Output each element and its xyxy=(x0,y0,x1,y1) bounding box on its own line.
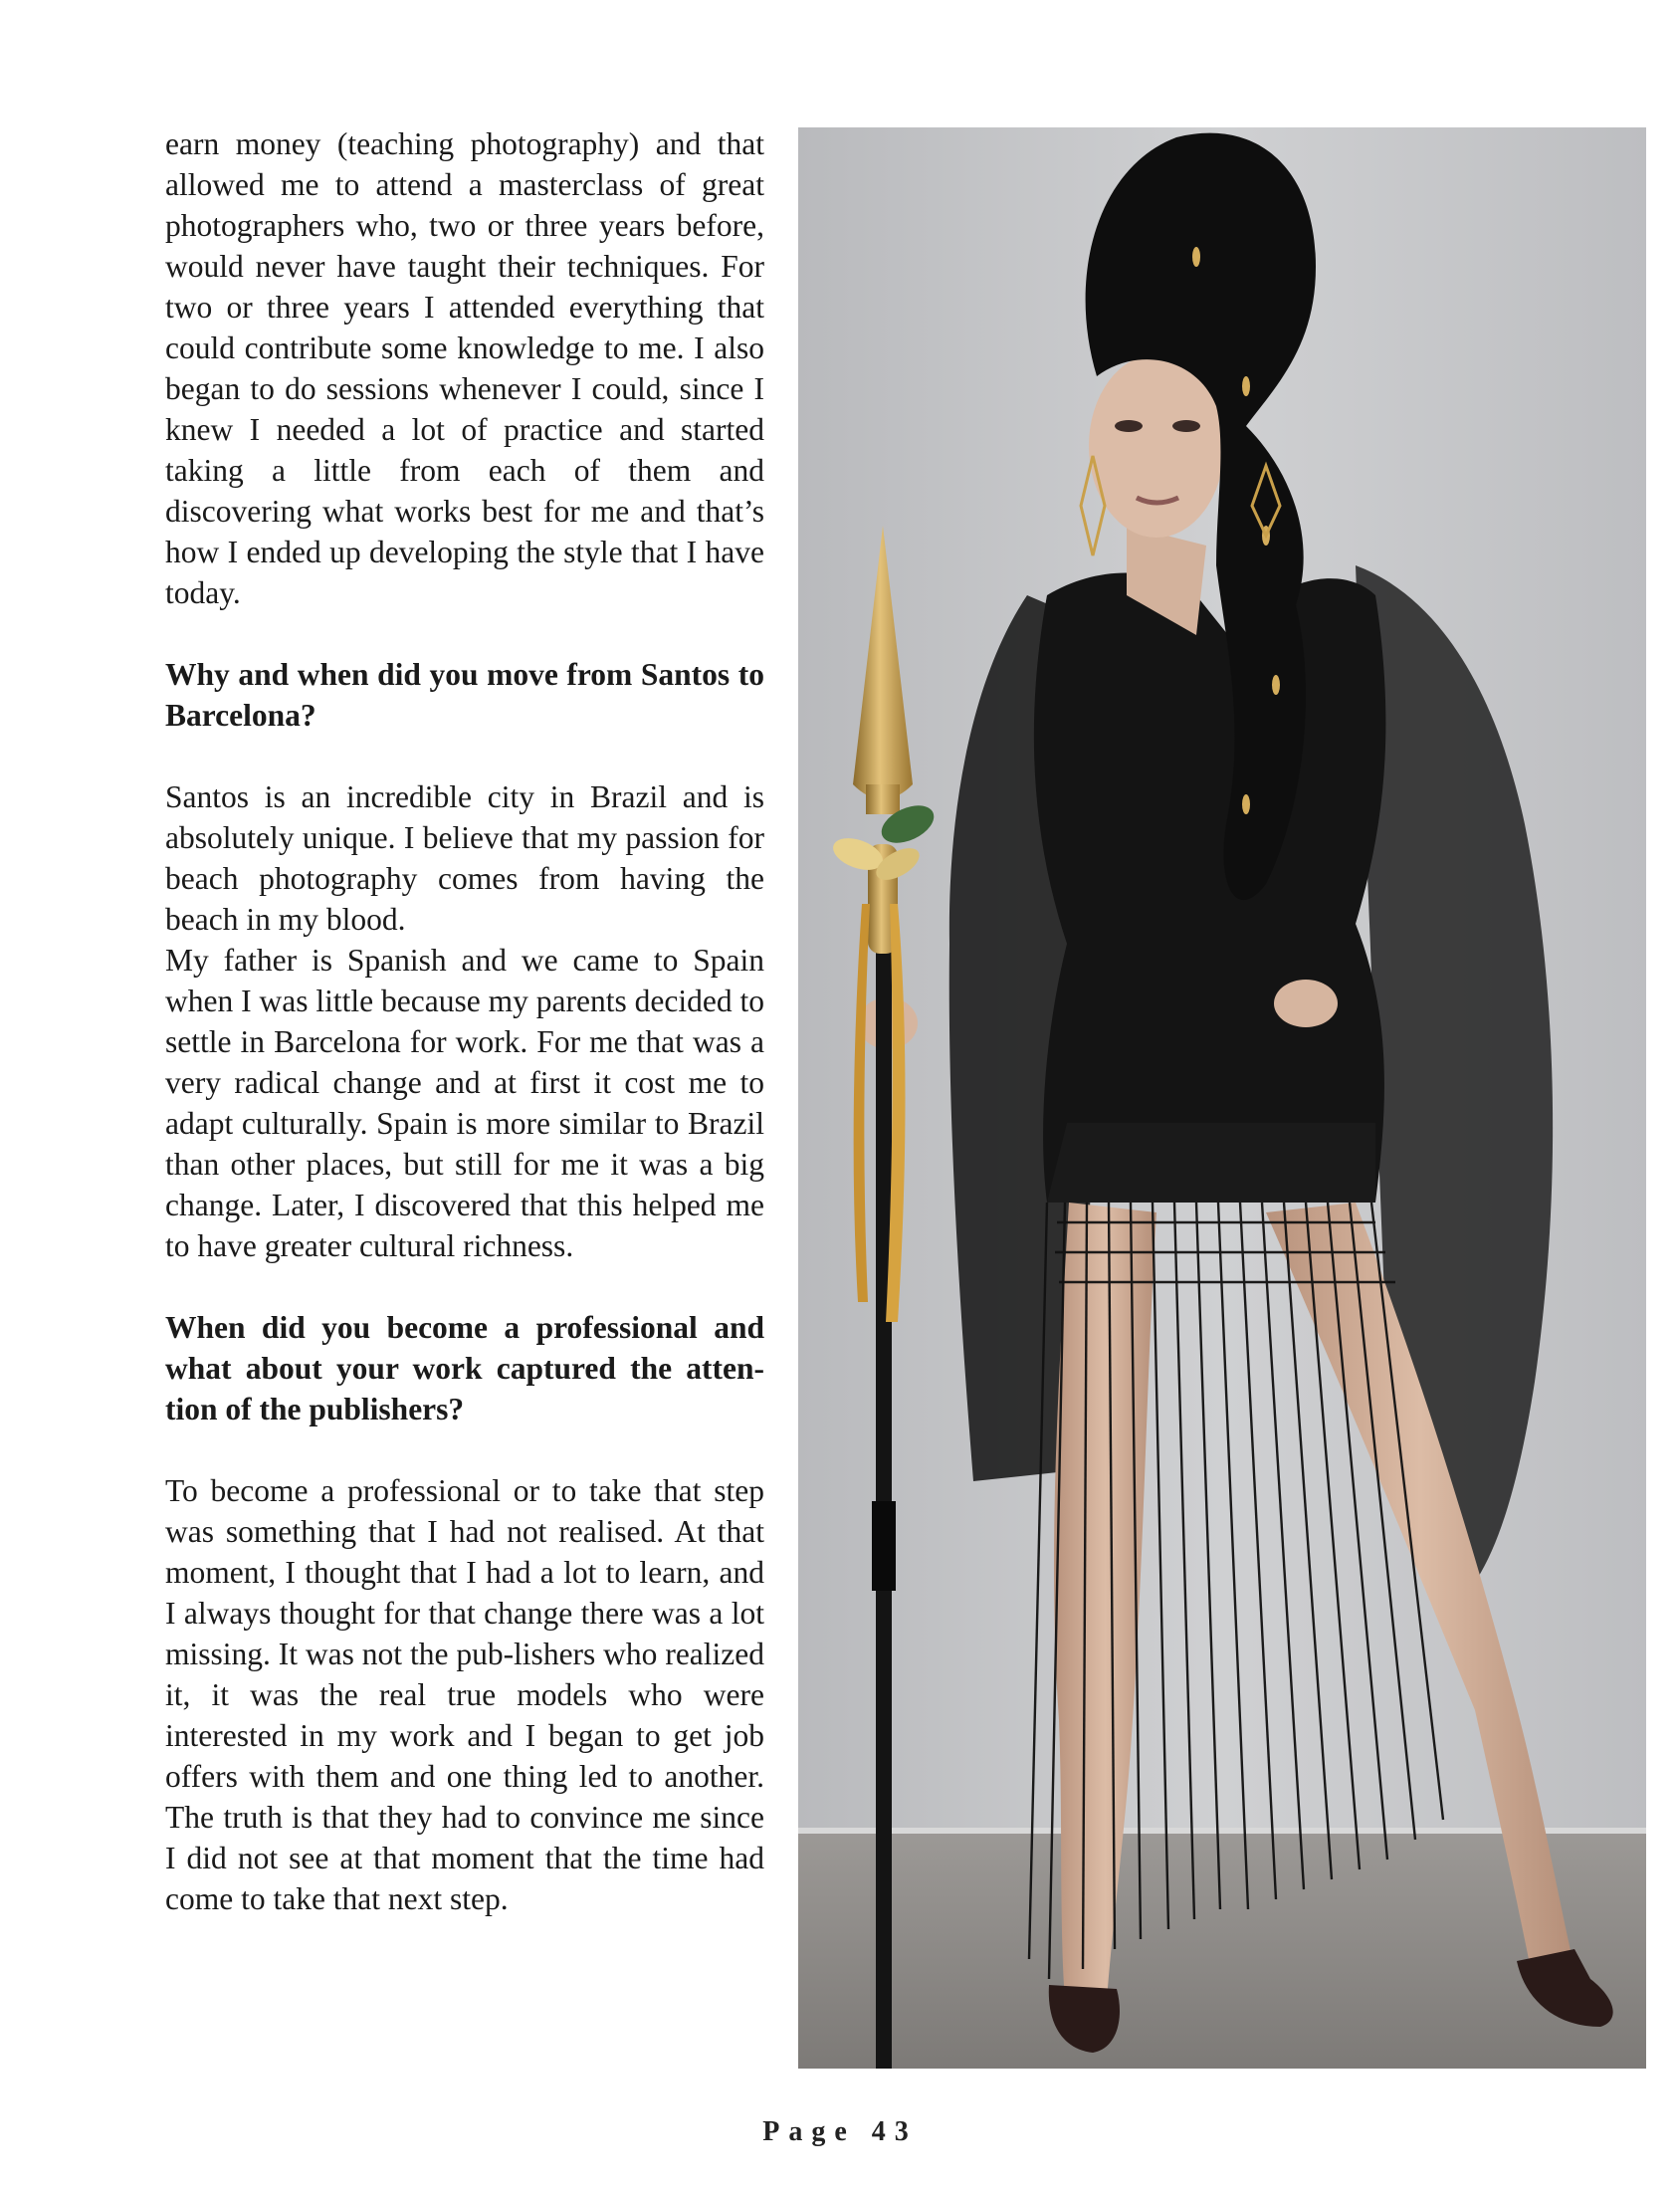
article-column xyxy=(165,123,764,1919)
article-paragraph: earn money (teaching photography) and that allowed me to attend a masterclass of great photographers who, two or three years before, would never have taught their techniques. For two or three years I attended everything that could contribute some knowledge to me. I also began to do sessions whenever I could, since I knew I needed a lot of practice and started taking a little from each of them and discovering what works best for me and that’s how I ended up developing the style that I have today. xyxy=(165,126,764,610)
article-paragraph: To become a professional or to take that step was something that I had not realised. At that moment, I thought that I had a lot to learn, and I always thought for that change there was a lot missing. It was not the pub-lishers who realized it, it was the real true models who were interested in my work and I began to get job offers with them and one thing led to another. The truth is that they had to convince me since I did not see at that moment that the time had come to take that next step. xyxy=(165,1473,764,1916)
fashion-photo xyxy=(798,127,1646,2069)
hand-right xyxy=(1274,980,1338,1027)
page-number: Page 43 xyxy=(762,2116,918,2147)
interview-question: Why and when did you move from Santos to Barcelona? xyxy=(165,657,764,733)
interview-question: When did you become a professional and what about your work captured the atten-tion of the publishers? xyxy=(165,1310,764,1426)
article-paragraph: My father is Spanish and we came to Spain when I was little because my parents decided to settle in Barcelona for work. For me that was a very radical change and at first it cost me to adapt culturally. Spain is more similar to Brazil than other places, but still for me it was a big change. Later, I discovered that this helped me to have greater cultural richness. xyxy=(165,943,764,1263)
article-paragraph: Santos is an incredible city in Brazil and is absolutely unique. I believe that my passion for beach photography comes from having the beach in my blood. xyxy=(165,779,764,937)
dress xyxy=(1034,573,1386,1204)
